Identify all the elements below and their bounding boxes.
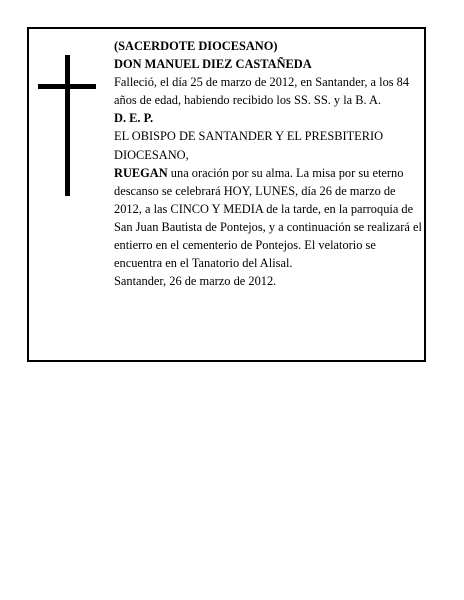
deceased-role: (SACERDOTE DIOCESANO): [114, 39, 278, 53]
request-text: una oración por su alma. La misa por su eterno descanso se celebrará HOY, LUNES, día 26 de marzo de 2012, a las CINCO Y MEDIA de la tarde, en la parroquia de San Juan Bautista de Pontejos, y a continuación se realizará el entierro en el cementerio de Pontejos. El velatorio se encuentra en el Tanatorio del Alisal.: [114, 165, 422, 271]
death-announcement: Falleció, el día 25 de marzo de 2012, en Santander, a los 84 años de edad, habiendo recibido los SS. SS. y la B. A.: [114, 75, 410, 108]
obituary-text: [114, 37, 426, 290]
cross-vertical-bar: [65, 55, 70, 196]
cross-horizontal-bar: [38, 84, 96, 89]
request-keyword: RUEGAN: [114, 165, 168, 180]
deceased-name: DON MANUEL DIEZ CASTAÑEDA: [114, 57, 312, 72]
mourners-line: EL OBISPO DE SANTANDER Y EL PRESBITERIO DIOCESANO,: [114, 129, 384, 162]
request-paragraph: [114, 164, 426, 273]
place-date: Santander, 26 de marzo de 2012.: [114, 274, 277, 289]
rest-in-peace: D. E. P.: [114, 111, 154, 126]
